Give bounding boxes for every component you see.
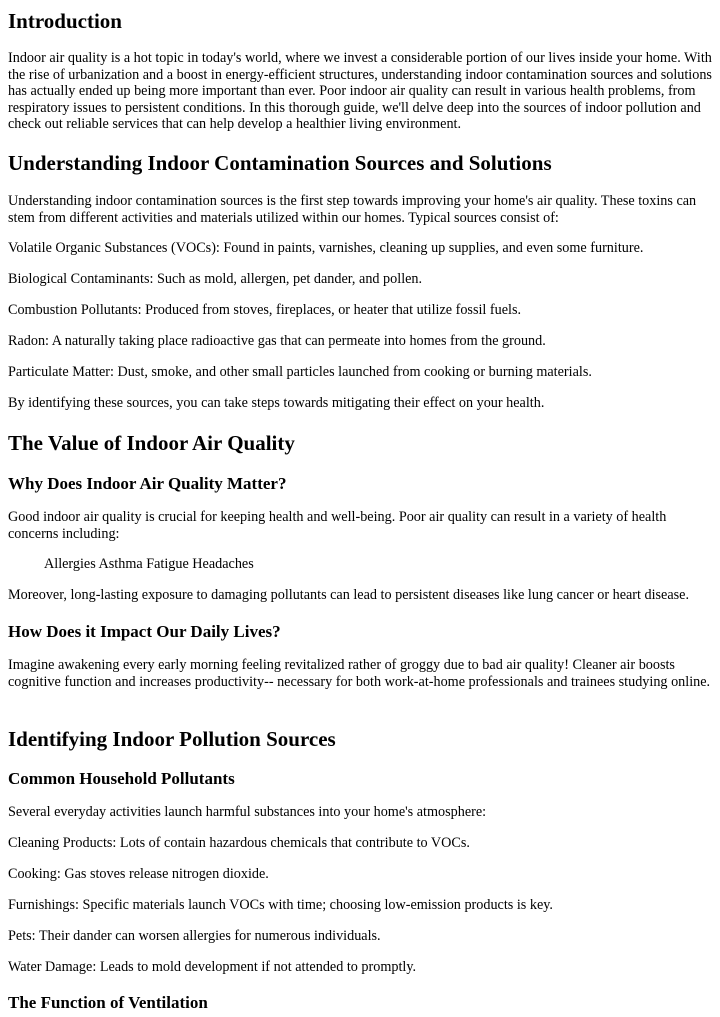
health-concerns-list: Allergies Asthma Fatigue Headaches xyxy=(44,556,254,572)
pollutant-item: Pets: Their dander can worsen allergies for numerous individuals. xyxy=(8,928,381,944)
why-closing: Moreover, long-lasting exposure to damaging pollutants can lead to persistent diseases like lung cancer or heart disease. xyxy=(8,587,690,603)
understanding-intro: Understanding indoor contamination sources is the first step towards improving your home's air quality. These toxins can stem from different activities and materials utilized within our homes. Typical sources consist of: xyxy=(8,193,697,226)
pollutant-item: Furnishings: Specific materials launch VOCs with time; choosing low-emission products is key. xyxy=(8,897,553,913)
source-item: Particulate Matter: Dust, smoke, and other small particles launched from cooking or burning materials. xyxy=(8,364,592,380)
why-paragraph: Good indoor air quality is crucial for keeping health and well-being. Poor air quality can result in a variety of health concerns including: xyxy=(8,509,667,542)
intro-paragraph: Indoor air quality is a hot topic in today's world, where we invest a considerable portion of our lives inside your home. With the rise of urbanization and a boost in energy-efficient structures, understanding indoor contamination sources and solutions has actually ended up being more important than ever. Poor indoor air quality can result in various health problems, from respiratory issues to persistent conditions. In this thorough guide, we'll delve deep into the sources of indoor pollution and check out reliable services that can help develop a healthier living environment. xyxy=(8,50,712,132)
impact-paragraph: Imagine awakening every early morning feeling revitalized rather of groggy due to bad air quality! Cleaner air boosts cognitive function and increases productivity-- necessary for both work-at-home professionals and trainees studying online. xyxy=(8,657,711,690)
common-intro: Several everyday activities launch harmful substances into your home's atmosphere: xyxy=(8,804,487,820)
understanding-closing: By identifying these sources, you can take steps towards mitigating their effect on your health. xyxy=(8,395,545,411)
pollutant-item: Cleaning Products: Lots of contain hazardous chemicals that contribute to VOCs. xyxy=(8,835,470,851)
subheading-daily-impact: How Does it Impact Our Daily Lives? xyxy=(8,622,281,641)
source-item: Biological Contaminants: Such as mold, allergen, pet dander, and pollen. xyxy=(8,271,423,287)
source-item: Combustion Pollutants: Produced from stoves, fireplaces, or heater that utilize fossil fuels. xyxy=(8,302,522,318)
subheading-ventilation: The Function of Ventilation xyxy=(8,993,208,1012)
source-item: Volatile Organic Substances (VOCs): Found in paints, varnishes, cleaning up supplies, and even some furniture. xyxy=(8,240,644,256)
pollutant-item: Cooking: Gas stoves release nitrogen dioxide. xyxy=(8,866,269,882)
subheading-common-pollutants: Common Household Pollutants xyxy=(8,769,235,788)
source-item: Radon: A naturally taking place radioactive gas that can permeate into homes from the ground. xyxy=(8,333,546,349)
heading-introduction: Introduction xyxy=(8,9,122,33)
heading-identifying-sources: Identifying Indoor Pollution Sources xyxy=(8,727,336,751)
pollutant-item: Water Damage: Leads to mold development if not attended to promptly. xyxy=(8,959,417,975)
heading-value-of-iaq: The Value of Indoor Air Quality xyxy=(8,431,295,455)
heading-understanding-sources: Understanding Indoor Contamination Sources and Solutions xyxy=(8,151,552,175)
subheading-why-matter: Why Does Indoor Air Quality Matter? xyxy=(8,474,287,493)
